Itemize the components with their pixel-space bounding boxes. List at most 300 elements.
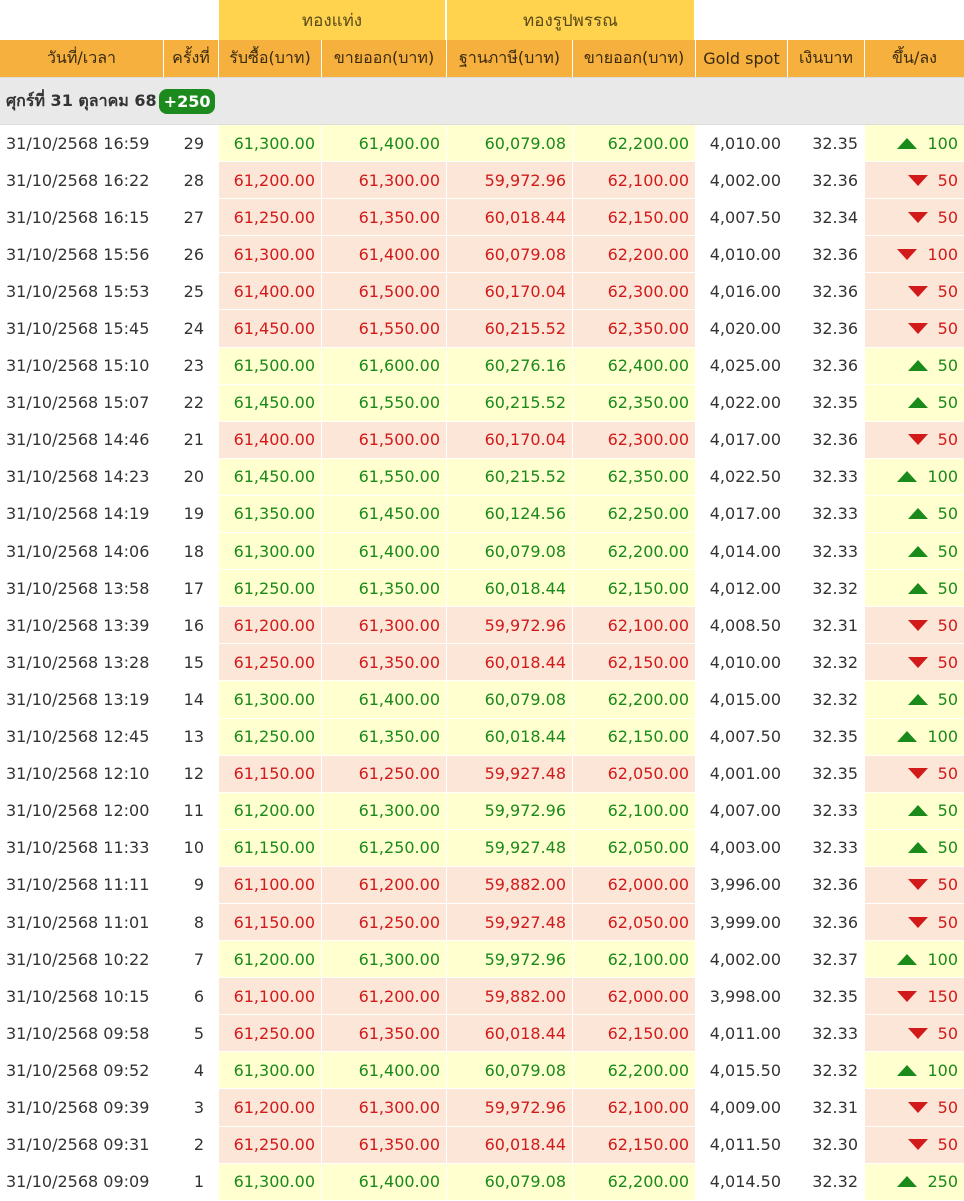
cell-round: 23	[163, 348, 218, 385]
table-row	[0, 199, 964, 236]
cell-bar-buy: 61,400.00	[218, 422, 321, 459]
cell-ornament-sell: 62,200.00	[572, 236, 695, 273]
cell-gold-spot: 3,998.00	[695, 978, 787, 1015]
change-value: 50	[937, 838, 958, 858]
table-row	[0, 1052, 964, 1089]
group-header-bar-gold: ทองแท่ง	[218, 0, 446, 40]
cell-bar-sell: 61,400.00	[321, 236, 446, 273]
cell-thb: 32.37	[787, 941, 864, 978]
cell-change	[864, 310, 964, 347]
cell-change	[864, 904, 964, 941]
table-row	[0, 310, 964, 347]
cell-gold-spot: 4,002.00	[695, 162, 787, 199]
cell-bar-buy: 61,200.00	[218, 1089, 321, 1126]
group-header-spacer	[0, 0, 218, 40]
arrow-up-icon	[908, 397, 928, 408]
header-change: ขึ้น/ลง	[864, 40, 964, 77]
cell-bar-sell: 61,200.00	[321, 867, 446, 904]
header-datetime: วันที่/เวลา	[46, 48, 117, 67]
change-value: 100	[927, 133, 958, 153]
cell-bar-sell: 61,350.00	[321, 644, 446, 681]
cell-bar-sell: 61,450.00	[321, 496, 446, 533]
cell-bar-sell: 61,400.00	[321, 681, 446, 718]
arrow-down-icon	[897, 991, 917, 1002]
cell-bar-sell: 61,400.00	[321, 533, 446, 570]
cell-ornament-base: 60,079.08	[446, 681, 572, 718]
cell-datetime: 31/10/2568 16:15	[0, 199, 163, 236]
cell-datetime: 31/10/2568 09:39	[0, 1089, 163, 1126]
cell-thb: 32.36	[787, 162, 864, 199]
cell-thb: 32.32	[787, 1052, 864, 1089]
change-value: 50	[937, 281, 958, 301]
cell-ornament-base: 59,972.96	[446, 941, 572, 978]
cell-datetime: 31/10/2568 14:06	[0, 533, 163, 570]
header-ornament-base: ฐานภาษี(บาท)	[446, 40, 572, 77]
cell-bar-sell: 61,550.00	[321, 385, 446, 422]
cell-datetime: 31/10/2568 10:22	[0, 941, 163, 978]
arrow-down-icon	[908, 1139, 928, 1150]
cell-round: 8	[163, 904, 218, 941]
cell-bar-buy: 61,250.00	[218, 644, 321, 681]
cell-datetime: 31/10/2568 15:53	[0, 273, 163, 310]
day-label: ศุกร์ที่ 31 ตุลาคม 68	[6, 90, 157, 110]
cell-ornament-sell: 62,000.00	[572, 978, 695, 1015]
cell-thb: 32.36	[787, 236, 864, 273]
header-bar-sell: ขายออก(บาท)	[321, 40, 446, 77]
cell-round: 6	[163, 978, 218, 1015]
cell-ornament-base: 59,882.00	[446, 867, 572, 904]
cell-ornament-base: 60,018.44	[446, 1127, 572, 1164]
cell-ornament-base: 59,972.96	[446, 793, 572, 830]
cell-bar-sell: 61,350.00	[321, 1127, 446, 1164]
cell-change	[864, 1164, 964, 1201]
cell-thb: 32.36	[787, 273, 864, 310]
cell-ornament-base: 60,276.16	[446, 348, 572, 385]
cell-bar-buy: 61,450.00	[218, 459, 321, 496]
cell-datetime: 31/10/2568 11:33	[0, 830, 163, 867]
change-value: 50	[937, 689, 958, 709]
table-row	[0, 867, 964, 904]
table-row	[0, 273, 964, 310]
cell-datetime: 31/10/2568 09:09	[0, 1164, 163, 1201]
cell-round: 28	[163, 162, 218, 199]
cell-thb: 32.33	[787, 830, 864, 867]
cell-change	[864, 422, 964, 459]
change-value: 50	[937, 652, 958, 672]
cell-bar-sell: 61,550.00	[321, 459, 446, 496]
cell-bar-buy: 61,300.00	[218, 236, 321, 273]
table-row	[0, 1089, 964, 1126]
arrow-up-icon	[897, 1176, 917, 1187]
cell-datetime: 31/10/2568 15:45	[0, 310, 163, 347]
cell-change	[864, 941, 964, 978]
change-value: 50	[937, 764, 958, 784]
cell-thb: 32.36	[787, 310, 864, 347]
cell-bar-buy: 61,250.00	[218, 719, 321, 756]
cell-thb: 32.33	[787, 793, 864, 830]
cell-bar-sell: 61,300.00	[321, 162, 446, 199]
arrow-up-icon	[897, 471, 917, 482]
cell-bar-sell: 61,350.00	[321, 570, 446, 607]
change-value: 50	[937, 541, 958, 561]
change-value: 50	[937, 504, 958, 524]
cell-round: 21	[163, 422, 218, 459]
cell-gold-spot: 4,014.50	[695, 1164, 787, 1201]
cell-round: 13	[163, 719, 218, 756]
cell-ornament-base: 59,972.96	[446, 1089, 572, 1126]
cell-bar-sell: 61,400.00	[321, 1052, 446, 1089]
arrow-up-icon	[908, 694, 928, 705]
cell-gold-spot: 4,002.00	[695, 941, 787, 978]
cell-ornament-base: 59,927.48	[446, 756, 572, 793]
cell-ornament-base: 59,972.96	[446, 607, 572, 644]
cell-round: 11	[163, 793, 218, 830]
arrow-down-icon	[908, 620, 928, 631]
arrow-down-icon	[908, 879, 928, 890]
change-value: 50	[937, 875, 958, 895]
arrow-down-icon	[897, 249, 917, 260]
cell-thb: 32.35	[787, 125, 864, 162]
change-value: 50	[937, 356, 958, 376]
cell-thb: 32.36	[787, 422, 864, 459]
cell-ornament-sell: 62,250.00	[572, 496, 695, 533]
arrow-up-icon	[908, 508, 928, 519]
table-row	[0, 533, 964, 570]
cell-ornament-sell: 62,100.00	[572, 793, 695, 830]
cell-gold-spot: 4,011.50	[695, 1127, 787, 1164]
cell-datetime: 31/10/2568 13:19	[0, 681, 163, 718]
table-row	[0, 978, 964, 1015]
cell-ornament-sell: 62,150.00	[572, 570, 695, 607]
cell-datetime: 31/10/2568 14:46	[0, 422, 163, 459]
cell-thb: 32.35	[787, 756, 864, 793]
table-row	[0, 422, 964, 459]
cell-bar-buy: 61,450.00	[218, 385, 321, 422]
cell-change	[864, 719, 964, 756]
cell-change	[864, 793, 964, 830]
table-row	[0, 459, 964, 496]
cell-bar-sell: 61,350.00	[321, 1015, 446, 1052]
cell-ornament-base: 60,018.44	[446, 1015, 572, 1052]
cell-datetime: 31/10/2568 11:01	[0, 904, 163, 941]
table-row	[0, 1015, 964, 1052]
arrow-up-icon	[897, 954, 917, 965]
cell-round: 22	[163, 385, 218, 422]
cell-ornament-base: 60,079.08	[446, 533, 572, 570]
cell-ornament-sell: 62,150.00	[572, 1127, 695, 1164]
cell-change	[864, 385, 964, 422]
arrow-up-icon	[908, 842, 928, 853]
table-row	[0, 496, 964, 533]
cell-round: 7	[163, 941, 218, 978]
cell-ornament-sell: 62,100.00	[572, 162, 695, 199]
cell-gold-spot: 4,017.00	[695, 422, 787, 459]
arrow-down-icon	[908, 1028, 928, 1039]
cell-thb: 32.31	[787, 607, 864, 644]
cell-ornament-base: 59,972.96	[446, 162, 572, 199]
group-header-ornament-gold: ทองรูปพรรณ	[446, 0, 695, 40]
cell-datetime: 31/10/2568 13:58	[0, 570, 163, 607]
arrow-up-icon	[908, 546, 928, 557]
cell-thb: 32.33	[787, 459, 864, 496]
cell-round: 17	[163, 570, 218, 607]
cell-change	[864, 681, 964, 718]
cell-round: 9	[163, 867, 218, 904]
cell-gold-spot: 4,007.50	[695, 199, 787, 236]
cell-change	[864, 830, 964, 867]
table-row	[0, 830, 964, 867]
cell-ornament-sell: 62,400.00	[572, 348, 695, 385]
cell-ornament-sell: 62,350.00	[572, 459, 695, 496]
day-change-badge: +250	[159, 89, 216, 114]
change-value: 50	[937, 1135, 958, 1155]
table-row	[0, 607, 964, 644]
cell-change	[864, 1127, 964, 1164]
cell-change	[864, 1052, 964, 1089]
change-value: 150	[927, 986, 958, 1006]
cell-thb: 32.35	[787, 719, 864, 756]
cell-round: 14	[163, 681, 218, 718]
header-gold-spot: Gold spot	[695, 40, 787, 77]
cell-ornament-base: 60,079.08	[446, 125, 572, 162]
table-row	[0, 644, 964, 681]
arrow-down-icon	[908, 917, 928, 928]
group-header-spacer-right	[695, 0, 964, 40]
cell-thb: 32.31	[787, 1089, 864, 1126]
cell-ornament-base: 60,079.08	[446, 1052, 572, 1089]
cell-gold-spot: 4,012.00	[695, 570, 787, 607]
cell-datetime: 31/10/2568 10:15	[0, 978, 163, 1015]
change-value: 100	[927, 244, 958, 264]
cell-datetime: 31/10/2568 16:59	[0, 125, 163, 162]
cell-gold-spot: 4,020.00	[695, 310, 787, 347]
table-row	[0, 681, 964, 718]
table-row	[0, 162, 964, 199]
arrow-down-icon	[908, 657, 928, 668]
arrow-up-icon	[897, 1065, 917, 1076]
cell-ornament-sell: 62,050.00	[572, 756, 695, 793]
cell-ornament-sell: 62,300.00	[572, 273, 695, 310]
cell-thb: 32.33	[787, 1015, 864, 1052]
arrow-up-icon	[908, 360, 928, 371]
column-header-row	[0, 40, 964, 77]
arrow-down-icon	[908, 1102, 928, 1113]
cell-gold-spot: 3,999.00	[695, 904, 787, 941]
cell-bar-buy: 61,300.00	[218, 681, 321, 718]
table-row	[0, 348, 964, 385]
cell-thb: 32.36	[787, 348, 864, 385]
cell-bar-buy: 61,200.00	[218, 941, 321, 978]
cell-gold-spot: 4,022.00	[695, 385, 787, 422]
cell-round: 16	[163, 607, 218, 644]
cell-bar-buy: 61,100.00	[218, 867, 321, 904]
cell-gold-spot: 4,015.00	[695, 681, 787, 718]
table-row	[0, 941, 964, 978]
cell-change	[864, 533, 964, 570]
table-row	[0, 570, 964, 607]
cell-ornament-sell: 62,100.00	[572, 607, 695, 644]
cell-thb: 32.35	[787, 978, 864, 1015]
cell-gold-spot: 4,022.50	[695, 459, 787, 496]
cell-change	[864, 125, 964, 162]
cell-round: 2	[163, 1127, 218, 1164]
cell-round: 24	[163, 310, 218, 347]
cell-datetime: 31/10/2568 11:11	[0, 867, 163, 904]
cell-round: 25	[163, 273, 218, 310]
table-row	[0, 756, 964, 793]
cell-change	[864, 496, 964, 533]
cell-change	[864, 236, 964, 273]
cell-ornament-sell: 62,100.00	[572, 941, 695, 978]
cell-bar-sell: 61,550.00	[321, 310, 446, 347]
cell-bar-buy: 61,200.00	[218, 793, 321, 830]
arrow-down-icon	[908, 175, 928, 186]
cell-round: 5	[163, 1015, 218, 1052]
change-value: 50	[937, 1097, 958, 1117]
cell-round: 1	[163, 1164, 218, 1201]
cell-datetime: 31/10/2568 13:28	[0, 644, 163, 681]
cell-datetime: 31/10/2568 15:56	[0, 236, 163, 273]
cell-ornament-base: 60,215.52	[446, 310, 572, 347]
cell-change	[864, 348, 964, 385]
cell-thb: 32.32	[787, 681, 864, 718]
cell-ornament-sell: 62,100.00	[572, 1089, 695, 1126]
header-ornament-sell: ขายออก(บาท)	[572, 40, 695, 77]
table-row	[0, 236, 964, 273]
cell-datetime: 31/10/2568 14:23	[0, 459, 163, 496]
cell-change	[864, 199, 964, 236]
cell-datetime: 31/10/2568 09:31	[0, 1127, 163, 1164]
cell-ornament-base: 60,215.52	[446, 385, 572, 422]
change-value: 50	[937, 1023, 958, 1043]
cell-bar-sell: 61,200.00	[321, 978, 446, 1015]
cell-gold-spot: 4,011.00	[695, 1015, 787, 1052]
table-row	[0, 793, 964, 830]
cell-ornament-base: 60,018.44	[446, 719, 572, 756]
column-group-header	[0, 0, 964, 40]
cell-bar-buy: 61,300.00	[218, 125, 321, 162]
cell-gold-spot: 4,003.00	[695, 830, 787, 867]
cell-change	[864, 459, 964, 496]
cell-ornament-sell: 62,050.00	[572, 904, 695, 941]
cell-round: 15	[163, 644, 218, 681]
cell-bar-buy: 61,100.00	[218, 978, 321, 1015]
header-thb: เงินบาท	[787, 40, 864, 77]
cell-datetime: 31/10/2568 12:10	[0, 756, 163, 793]
header-round: ครั้งที่	[163, 40, 218, 77]
cell-thb: 32.36	[787, 867, 864, 904]
cell-datetime: 31/10/2568 15:07	[0, 385, 163, 422]
change-value: 50	[937, 170, 958, 190]
cell-thb: 32.34	[787, 199, 864, 236]
arrow-up-icon	[908, 805, 928, 816]
cell-ornament-sell: 62,200.00	[572, 1052, 695, 1089]
cell-datetime: 31/10/2568 16:22	[0, 162, 163, 199]
cell-change	[864, 273, 964, 310]
cell-change	[864, 978, 964, 1015]
cell-change	[864, 1015, 964, 1052]
change-value: 50	[937, 801, 958, 821]
cell-ornament-base: 60,170.04	[446, 273, 572, 310]
cell-bar-buy: 61,250.00	[218, 1015, 321, 1052]
cell-datetime: 31/10/2568 13:39	[0, 607, 163, 644]
table-row	[0, 904, 964, 941]
cell-ornament-sell: 62,300.00	[572, 422, 695, 459]
cell-round: 4	[163, 1052, 218, 1089]
arrow-down-icon	[908, 212, 928, 223]
cell-bar-buy: 61,300.00	[218, 1164, 321, 1201]
cell-ornament-sell: 62,200.00	[572, 533, 695, 570]
cell-datetime: 31/10/2568 14:19	[0, 496, 163, 533]
cell-thb: 32.36	[787, 904, 864, 941]
cell-round: 26	[163, 236, 218, 273]
change-value: 50	[937, 393, 958, 413]
cell-gold-spot: 4,010.00	[695, 644, 787, 681]
cell-change	[864, 607, 964, 644]
arrow-down-icon	[908, 768, 928, 779]
cell-ornament-base: 59,927.48	[446, 904, 572, 941]
cell-ornament-base: 60,018.44	[446, 570, 572, 607]
cell-bar-buy: 61,200.00	[218, 162, 321, 199]
cell-change	[864, 162, 964, 199]
day-group-row	[0, 77, 964, 125]
arrow-up-icon	[897, 138, 917, 149]
cell-bar-sell: 61,300.00	[321, 1089, 446, 1126]
cell-ornament-base: 59,927.48	[446, 830, 572, 867]
cell-ornament-sell: 62,350.00	[572, 385, 695, 422]
cell-change	[864, 644, 964, 681]
cell-round: 19	[163, 496, 218, 533]
table-body	[0, 125, 964, 1201]
cell-thb: 32.33	[787, 533, 864, 570]
cell-ornament-sell: 62,150.00	[572, 199, 695, 236]
arrow-up-icon	[897, 731, 917, 742]
cell-thb: 32.32	[787, 644, 864, 681]
table-row	[0, 385, 964, 422]
cell-ornament-sell: 62,350.00	[572, 310, 695, 347]
cell-bar-buy: 61,300.00	[218, 533, 321, 570]
arrow-down-icon	[908, 434, 928, 445]
cell-thb: 32.30	[787, 1127, 864, 1164]
cell-gold-spot: 4,017.00	[695, 496, 787, 533]
cell-bar-buy: 61,150.00	[218, 904, 321, 941]
cell-bar-buy: 61,300.00	[218, 1052, 321, 1089]
cell-ornament-base: 59,882.00	[446, 978, 572, 1015]
change-value: 100	[927, 1060, 958, 1080]
cell-bar-sell: 61,400.00	[321, 1164, 446, 1201]
cell-gold-spot: 4,009.00	[695, 1089, 787, 1126]
cell-bar-buy: 61,450.00	[218, 310, 321, 347]
change-value: 50	[937, 430, 958, 450]
cell-ornament-sell: 62,150.00	[572, 1015, 695, 1052]
cell-round: 20	[163, 459, 218, 496]
table-row	[0, 1164, 964, 1201]
cell-thb: 32.35	[787, 385, 864, 422]
cell-datetime: 31/10/2568 09:52	[0, 1052, 163, 1089]
change-value: 50	[937, 615, 958, 635]
change-value: 50	[937, 319, 958, 339]
cell-bar-sell: 61,250.00	[321, 830, 446, 867]
cell-datetime: 31/10/2568 09:58	[0, 1015, 163, 1052]
cell-bar-sell: 61,350.00	[321, 199, 446, 236]
cell-ornament-base: 60,018.44	[446, 644, 572, 681]
cell-round: 27	[163, 199, 218, 236]
change-value: 100	[927, 467, 958, 487]
cell-bar-sell: 61,500.00	[321, 273, 446, 310]
arrow-down-icon	[908, 323, 928, 334]
cell-bar-buy: 61,150.00	[218, 830, 321, 867]
cell-round: 12	[163, 756, 218, 793]
